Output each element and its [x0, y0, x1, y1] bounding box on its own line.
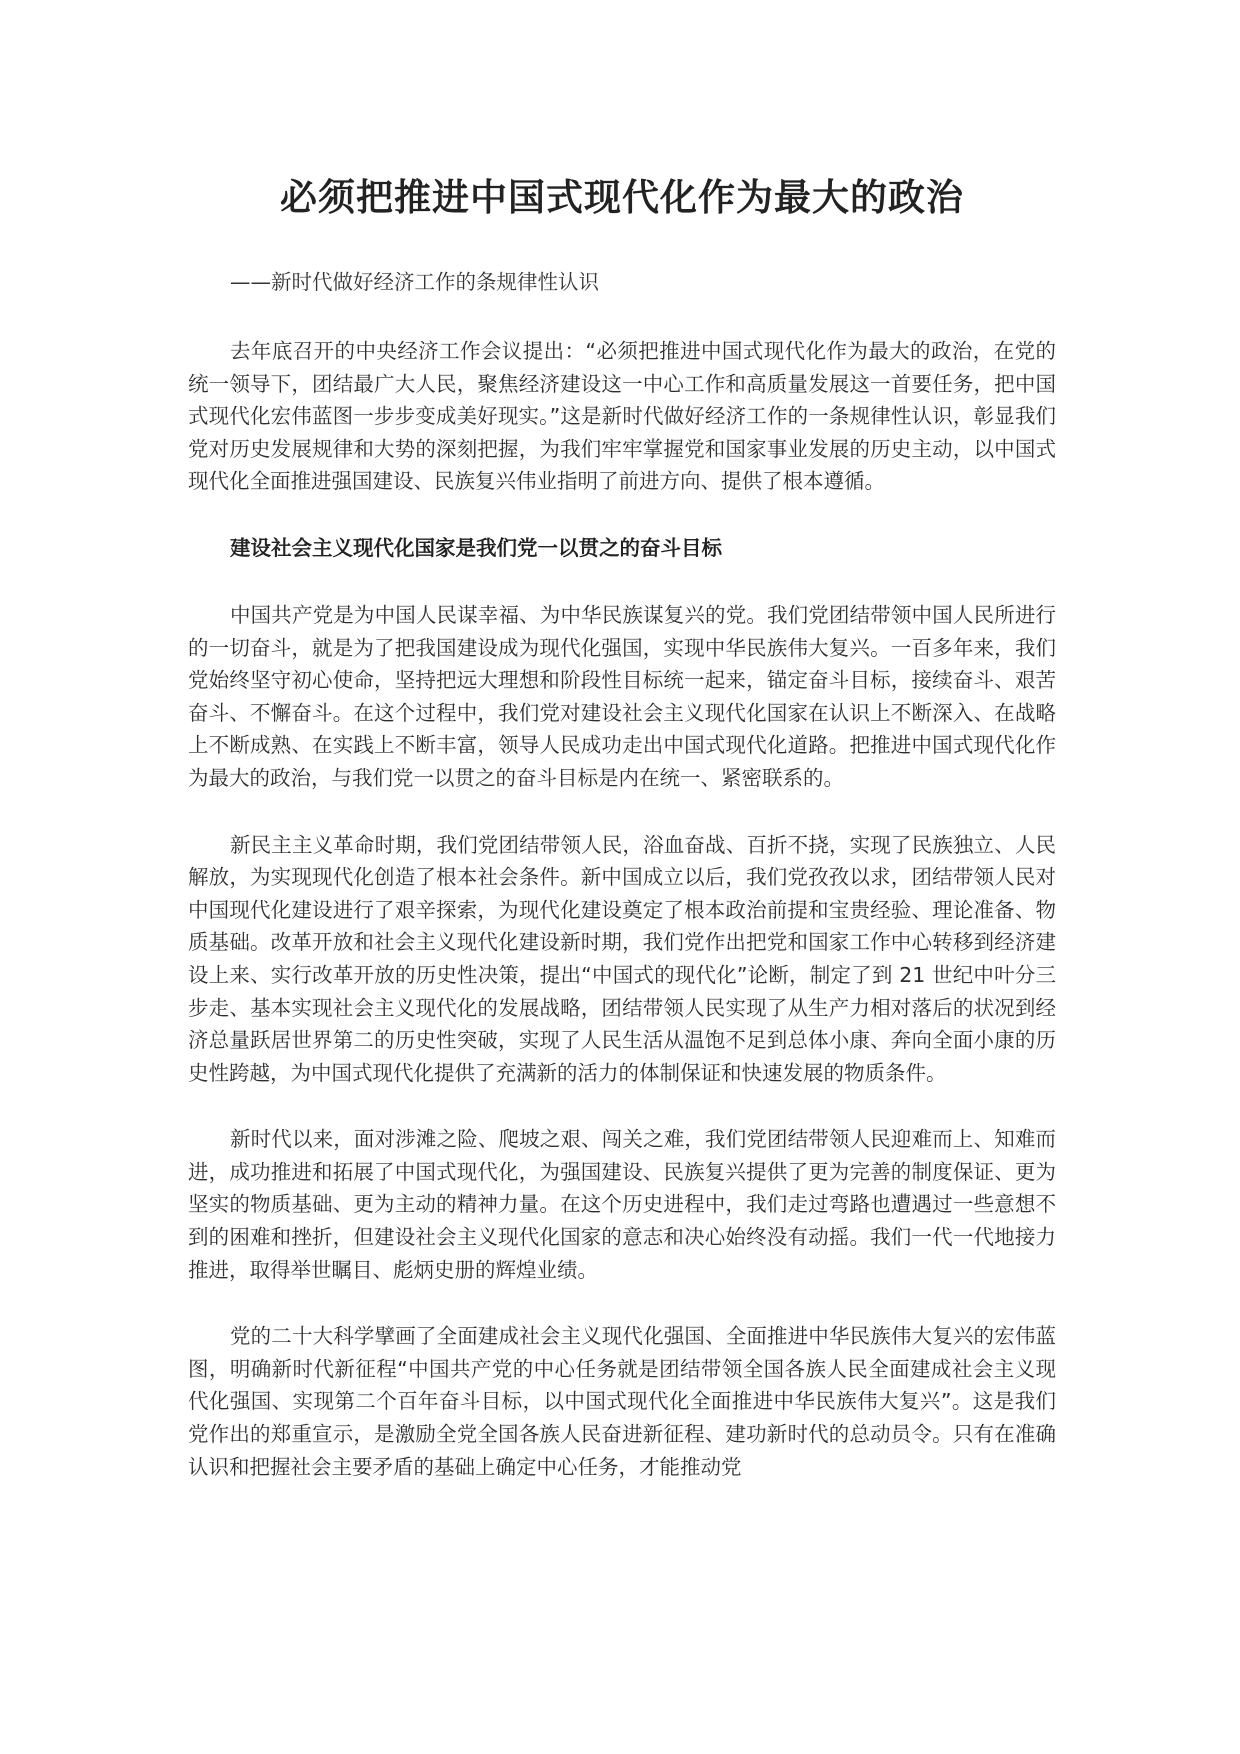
document-page	[188, 170, 1056, 1517]
body-paragraph: 新时代以来，面对涉滩之险、爬坡之艰、闯关之难，我们党团结带领人民迎难而上、知难而进，成功推进和拓展了中国式现代化，为强国建设、民族复兴提供了更为完善的制度保证、更为坚实的物质基础、更为主动的精神力量。在这个历史进程中，我们走过弯路也遭遇过一些意想不到的困难和挫折，但建设社会主义现代化国家的意志和决心始终没有动摇。我们一代一代地接力推进，取得举世瞩目、彪炳史册的辉煌业绩。	[188, 1127, 1056, 1282]
intro-paragraph: 去年底召开的中央经济工作会议提出：“必须把推进中国式现代化作为最大的政治，在党的统一领导下，团结最广大人民，聚焦经济建设这一中心工作和高质量发展这一首要任务，把中国式现代化宏伟蓝图一步步变成美好现实。”这是新时代做好经济工作的一条规律性认识，彰显我们党对历史发展规律和大势的深刻把握，为我们牢牢掌握党和国家事业发展的历史主动，以中国式现代化全面推进强国建设、民族复兴伟业指明了前进方向、提供了根本遵循。	[188, 339, 1056, 494]
body-paragraph: 中国共产党是为中国人民谋幸福、为中华民族谋复兴的党。我们党团结带领中国人民所进行的一切奋斗，就是为了把我国建设成为现代化强国，实现中华民族伟大复兴。一百多年来，我们党始终坚守初心使命，坚持把远大理想和阶段性目标统一起来，锚定奋斗目标，接续奋斗、艰苦奋斗、不懈奋斗。在这个过程中，我们党对建设社会主义现代化国家在认识上不断深入、在战略上不断成熟、在实践上不断丰富，领导人民成功走出中国式现代化道路。把推进中国式现代化作为最大的政治，与我们党一以贯之的奋斗目标是内在统一、紧密联系的。	[188, 602, 1056, 790]
document-title: 必须把推进中国式现代化作为最大的政治	[280, 176, 964, 219]
document-subtitle: ——新时代做好经济工作的条规律性认识	[230, 270, 599, 294]
body-paragraph: 新民主主义革命时期，我们党团结带领人民，浴血奋战、百折不挠，实现了民族独立、人民解放，为实现现代化创造了根本社会条件。新中国成立以后，我们党孜孜以求，团结带领人民对中国现代化建设进行了艰辛探索，为现代化建设奠定了根本政治前提和宝贵经验、理论准备、物质基础。改革开放和社会主义现代化建设新时期，我们党作出把党和国家工作中心转移到经济建设上来、实行改革开放的历史性决策，提出“中国式的现代化”论断，制定了到 21 世纪中叶分三步走、基本实现社会主义现代化的发展战略，团结带领人民实现了从生产力相对落后的状况到经济总量跃居世界第二的历史性突破，实现了人民生活从温饱不足到总体小康、奔向全面小康的历史性跨越，为中国式现代化提供了充满新的活力的体制保证和快速发展的物质条件。	[188, 832, 1056, 1085]
body-paragraph: 党的二十大科学擘画了全面建成社会主义现代化强国、全面推进中华民族伟大复兴的宏伟蓝图，明确新时代新征程“中国共产党的中心任务就是团结带领全国各族人民全面建成社会主义现代化强国、实现第二个百年奋斗目标，以中国式现代化全面推进中华民族伟大复兴”。这是我们党作出的郑重宣示，是激励全党全国各族人民奋进新征程、建功新时代的总动员令。只有在准确认识和把握社会主要矛盾的基础上确定中心任务，才能推动党	[188, 1324, 1056, 1479]
section-heading: 建设社会主义现代化国家是我们党一以贯之的奋斗目标	[230, 535, 722, 560]
